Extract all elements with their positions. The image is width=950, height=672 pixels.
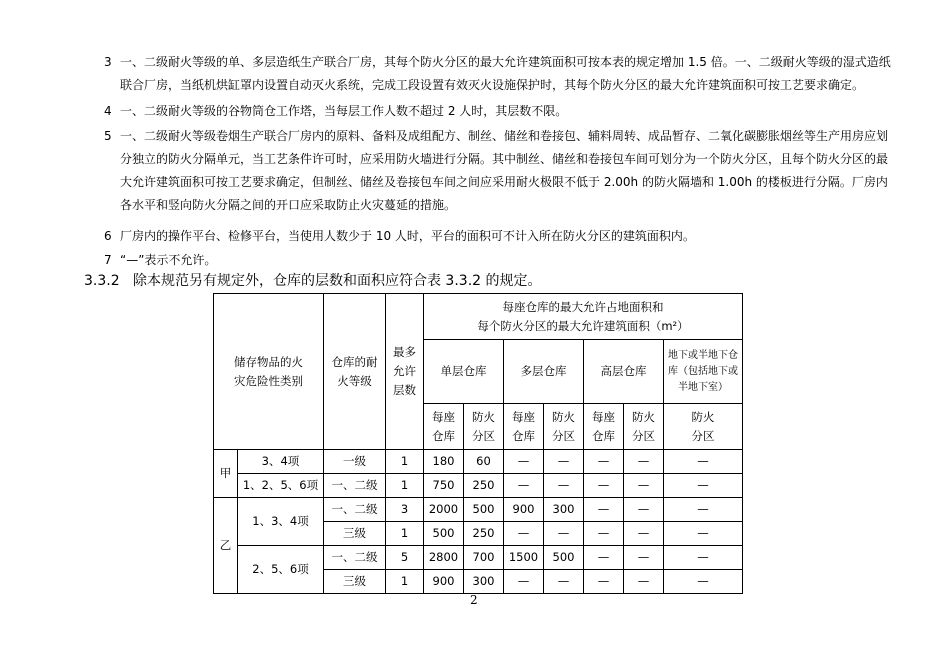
cell-item: 3、4项: [238, 450, 324, 474]
note-number: 7: [104, 253, 112, 267]
cell-floors: 1: [386, 450, 424, 474]
table-row: [214, 546, 743, 570]
header-per-building: 每座仓库: [504, 404, 544, 450]
cell-underground-zone: —: [664, 522, 743, 546]
header-category: 储存物品的火灾危险性类别: [214, 294, 324, 450]
page-number: 2: [470, 593, 478, 607]
cell-multi-zone: 500: [544, 546, 584, 570]
cell-underground-zone: —: [664, 498, 743, 522]
cell-high-building: —: [584, 570, 624, 594]
cell-single-building: 500: [424, 522, 464, 546]
clause-text: 除本规范另有规定外，仓库的层数和面积应符合表 3.3.2 的规定。: [132, 273, 542, 289]
cell-multi-building: —: [504, 450, 544, 474]
cell-floors: 1: [386, 522, 424, 546]
cell-rating: 三级: [324, 570, 386, 594]
cell-single-zone: 500: [464, 498, 504, 522]
header-multi-storey: 多层仓库: [504, 340, 584, 404]
header-high-rise: 高层仓库: [584, 340, 664, 404]
note-number: 4: [104, 104, 112, 118]
note-text: 一、二级耐火等级的单、多层造纸生产联合厂房，其每个防火分区的最大允许建筑面积可按本表的规定增加 1.5 倍。一、二级耐火等级的湿式造纸联合厂房，当纸机烘缸罩内设置自动灭火系统，完成工段设置有效灭火设施保护时，其每个防火分区的最大允许建筑面积可按工艺要求确定。: [120, 55, 891, 92]
header-max-floors: 最多允许层数: [386, 294, 424, 450]
cell-multi-building: —: [504, 570, 544, 594]
header-per-zone: 防火分区: [624, 404, 664, 450]
cell-high-building: —: [584, 450, 624, 474]
cell-multi-zone: —: [544, 570, 584, 594]
cell-item: 2、5、6项: [238, 546, 324, 594]
cell-floors: 5: [386, 546, 424, 570]
cell-rating: 一、二级: [324, 546, 386, 570]
cell-single-building: 2800: [424, 546, 464, 570]
cell-high-building: —: [584, 546, 624, 570]
table-row: [214, 450, 743, 474]
cell-single-building: 750: [424, 474, 464, 498]
cell-high-building: —: [584, 474, 624, 498]
header-per-building: 每座仓库: [424, 404, 464, 450]
note-text: 厂房内的操作平台、检修平台，当使用人数少于 10 人时，平台的面积可不计入所在防火分区的建筑面积内。: [120, 229, 695, 243]
cell-multi-building: 900: [504, 498, 544, 522]
cell-single-zone: 250: [464, 474, 504, 498]
cell-rating: 一、二级: [324, 498, 386, 522]
cell-multi-building: —: [504, 474, 544, 498]
cell-underground-zone: —: [664, 546, 743, 570]
cell-underground-zone: —: [664, 474, 743, 498]
note-text: 一、二级耐火等级的谷物筒仓工作塔，当每层工作人数不超过 2 人时，其层数不限。: [120, 104, 568, 118]
cell-high-zone: —: [624, 570, 664, 594]
note-text: “—”表示不允许。: [120, 253, 217, 267]
clause-heading: [84, 271, 542, 291]
header-single-storey: 单层仓库: [424, 340, 504, 404]
table-row: [214, 474, 743, 498]
cell-rating: 一级: [324, 450, 386, 474]
cell-multi-zone: —: [544, 522, 584, 546]
cell-floors: 1: [386, 570, 424, 594]
cell-multi-building: —: [504, 522, 544, 546]
cell-high-zone: —: [624, 450, 664, 474]
header-per-building: 每座仓库: [584, 404, 624, 450]
header-per-zone: 防火分区: [544, 404, 584, 450]
cell-high-zone: —: [624, 474, 664, 498]
cell-single-building: 900: [424, 570, 464, 594]
cell-high-zone: —: [624, 498, 664, 522]
cell-single-zone: 300: [464, 570, 504, 594]
group-label: 甲: [214, 450, 238, 498]
cell-multi-building: 1500: [504, 546, 544, 570]
cell-underground-zone: —: [664, 450, 743, 474]
header-underground: 地下或半地下仓库（包括地下或半地下室）: [664, 340, 743, 404]
cell-floors: 3: [386, 498, 424, 522]
group-label: 乙: [214, 498, 238, 594]
note-number: 3: [104, 55, 112, 69]
note-number: 6: [104, 229, 112, 243]
cell-single-zone: 250: [464, 522, 504, 546]
header-fire-rating: 仓库的耐火等级: [324, 294, 386, 450]
clause-number: 3.3.2: [84, 273, 120, 289]
cell-high-building: —: [584, 498, 624, 522]
header-per-zone: 防火分区: [464, 404, 504, 450]
cell-single-zone: 60: [464, 450, 504, 474]
cell-multi-zone: —: [544, 450, 584, 474]
cell-floors: 1: [386, 474, 424, 498]
cell-single-building: 180: [424, 450, 464, 474]
note-number: 5: [104, 129, 112, 143]
cell-underground-zone: —: [664, 570, 743, 594]
cell-single-zone: 700: [464, 546, 504, 570]
cell-item: 1、2、5、6项: [238, 474, 324, 498]
cell-multi-zone: —: [544, 474, 584, 498]
cell-high-building: —: [584, 522, 624, 546]
note-text: 一、二级耐火等级卷烟生产联合厂房内的原料、备料及成组配方、制丝、储丝和卷接包、辅料周转、成品暂存、二氧化碳膨胀烟丝等生产用房应划分独立的防火分隔单元，当工艺条件许可时，应采用防火墙进行分隔。其中制丝、储丝和卷接包车间可划分为一个防火分区，且每个防火分区的最大允许建筑面积可按工艺要求确定，但制丝、储丝及卷接包车间之间应采用耐火极限不低于 2.00h 的防火隔墙和 1.00h 的楼板进行分隔。厂房内各水平和竖向防火分隔之间的开口应采取防止火灾蔓延的措施。: [120, 129, 889, 212]
cell-single-building: 2000: [424, 498, 464, 522]
cell-high-zone: —: [624, 546, 664, 570]
header-area-title: 每座仓库的最大允许占地面积和 每个防火分区的最大允许建筑面积（m²）: [424, 294, 743, 340]
header-per-zone-underground: 防火分区: [664, 404, 743, 450]
warehouse-area-table: [213, 293, 743, 594]
table-row: [214, 498, 743, 522]
cell-rating: 一、二级: [324, 474, 386, 498]
cell-multi-zone: 300: [544, 498, 584, 522]
cell-item: 1、3、4项: [238, 498, 324, 546]
cell-rating: 三级: [324, 522, 386, 546]
cell-high-zone: —: [624, 522, 664, 546]
